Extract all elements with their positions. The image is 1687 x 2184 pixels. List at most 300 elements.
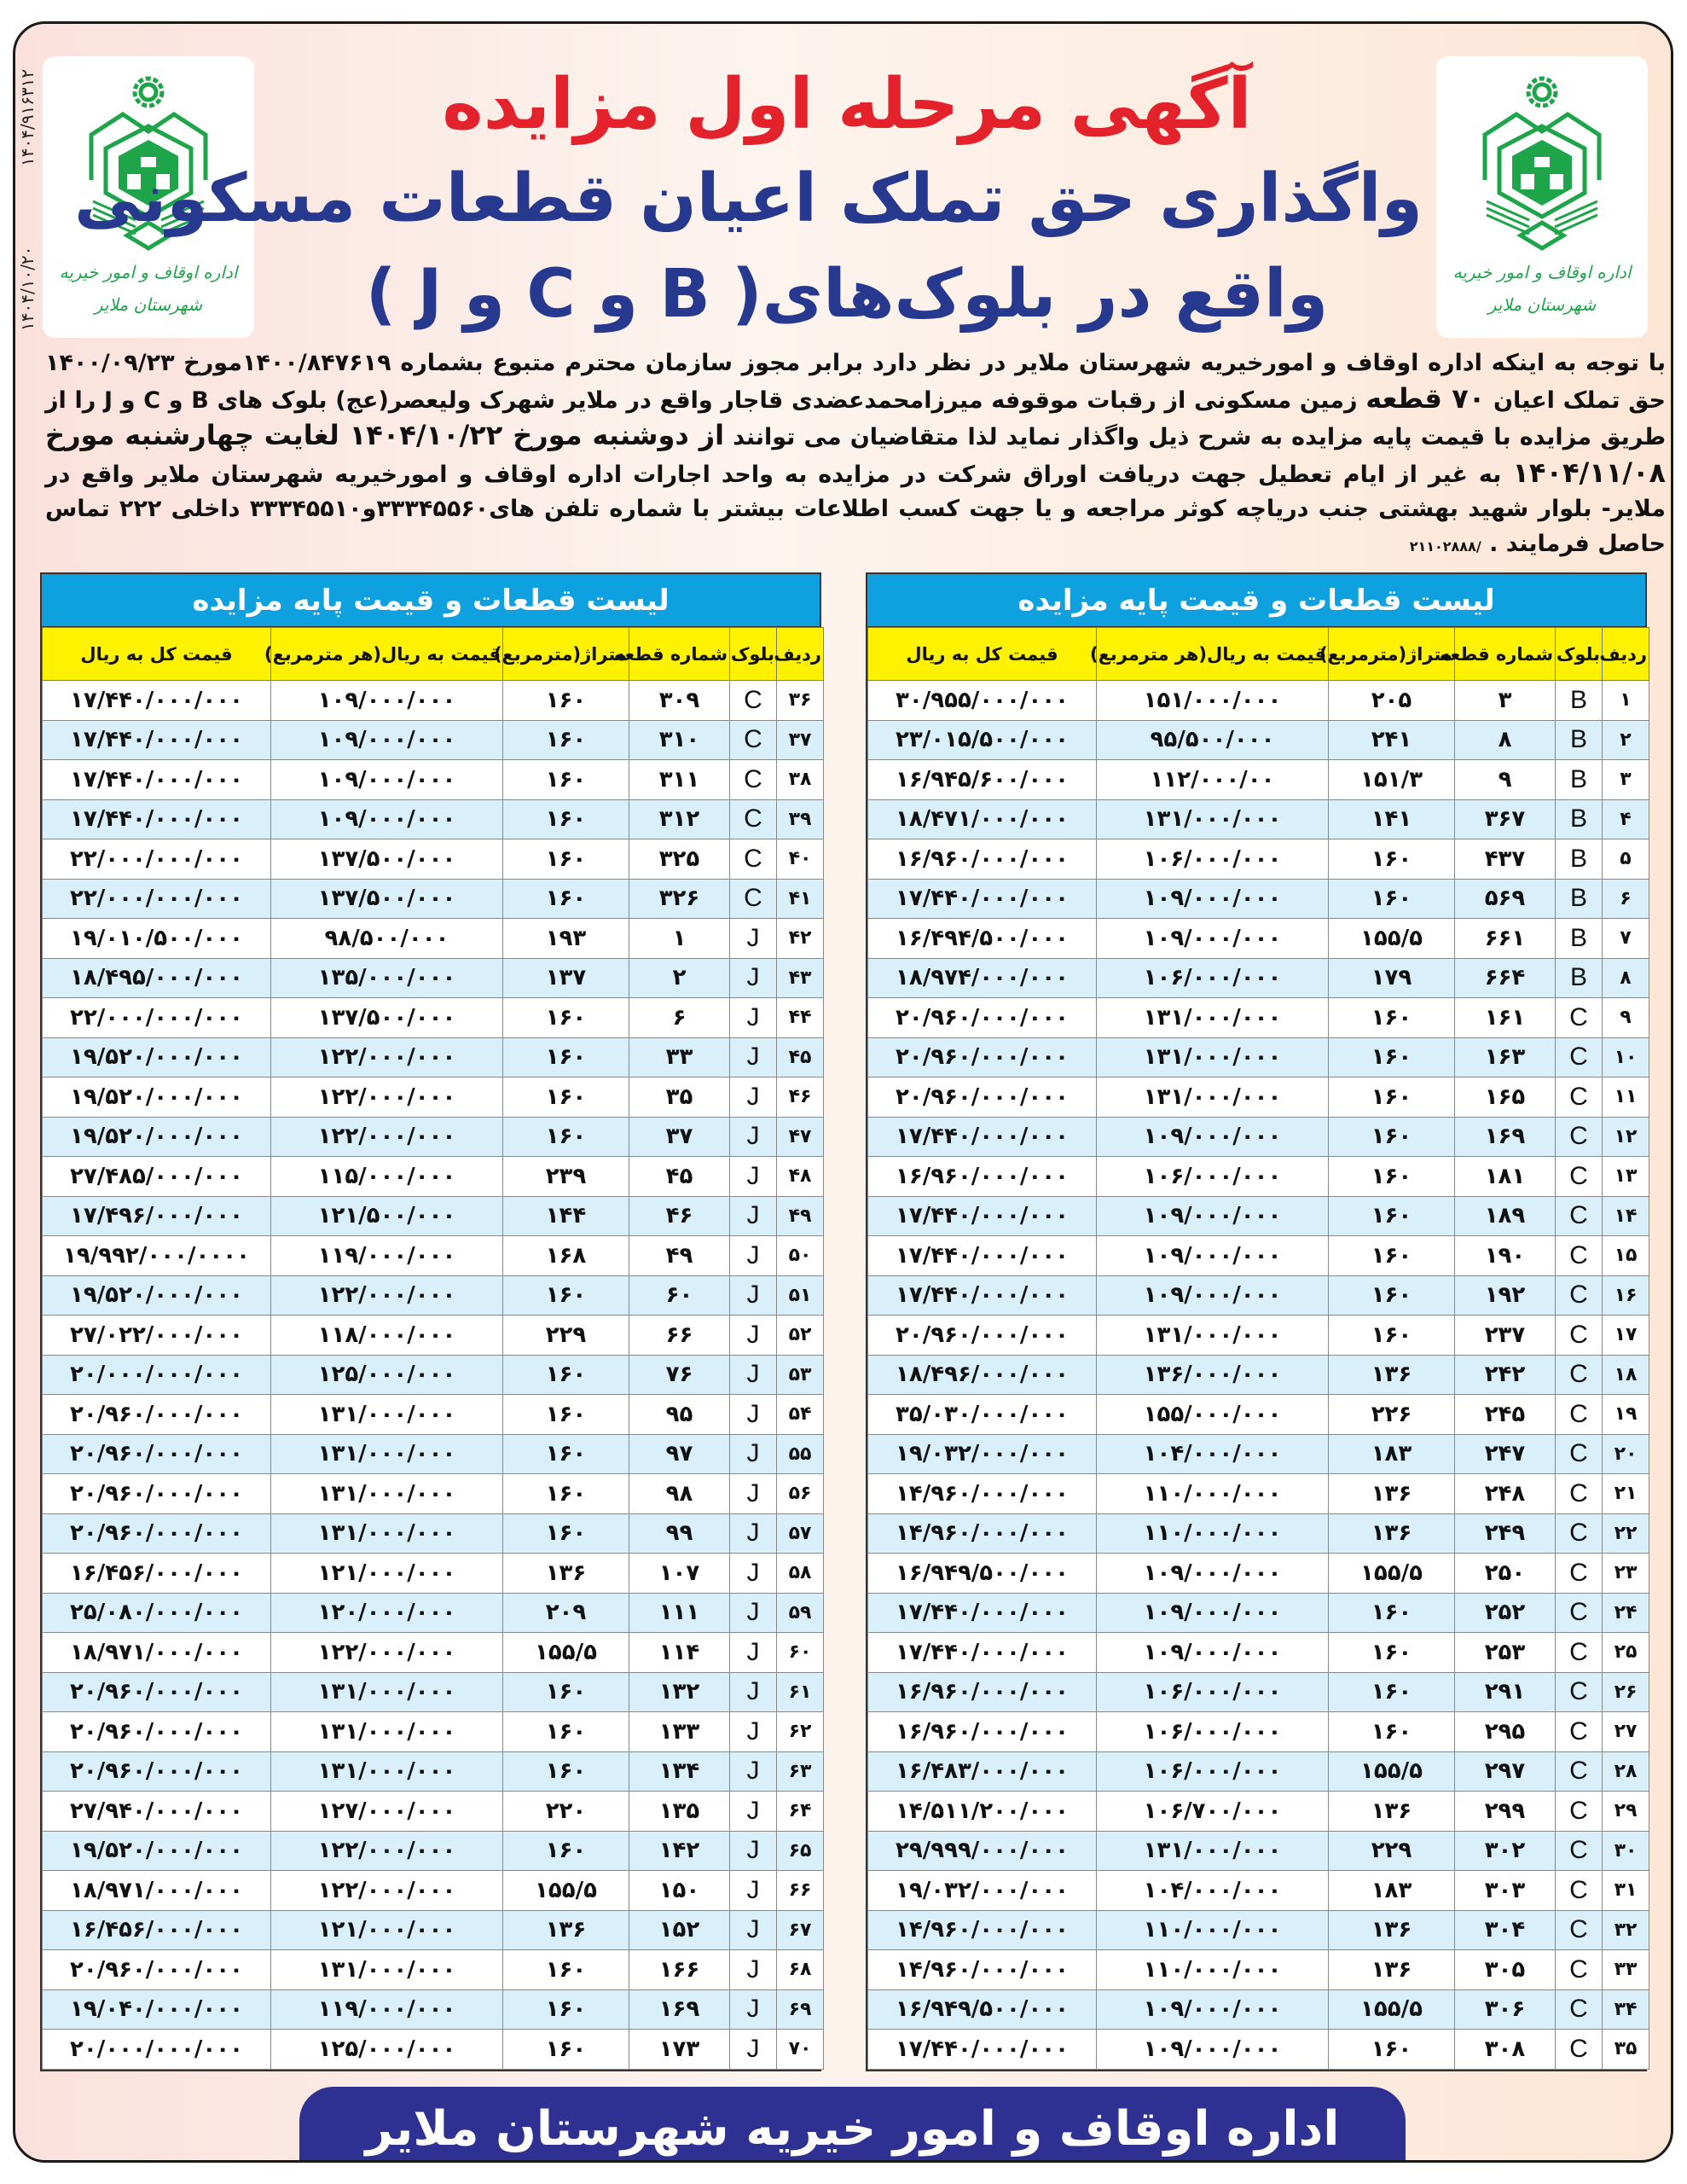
cell-area: ۱۴۴ bbox=[503, 1196, 629, 1236]
cell-area: ۱۶۰ bbox=[503, 1355, 629, 1395]
cell-block: C bbox=[1556, 2030, 1603, 2070]
cell-row-number: ۵۸ bbox=[777, 1554, 824, 1594]
cell-block: B bbox=[1556, 799, 1603, 839]
cell-row-number: ۱۸ bbox=[1603, 1355, 1649, 1395]
table-row bbox=[43, 1157, 824, 1197]
cell-price-per-sqm: ۱۳۱/۰۰۰/۰۰۰ bbox=[271, 1950, 503, 1990]
cell-row-number: ۱۲ bbox=[1603, 1117, 1649, 1157]
cell-area: ۱۶۰ bbox=[1329, 1117, 1455, 1157]
cell-total-price: ۲۲/۰۰۰/۰۰۰/۰۰۰ bbox=[43, 879, 271, 919]
cell-price-per-sqm: ۱۳۱/۰۰۰/۰۰۰ bbox=[271, 1395, 503, 1435]
cell-row-number: ۳۹ bbox=[777, 799, 824, 839]
cell-area: ۱۶۰ bbox=[1329, 1672, 1455, 1712]
cell-area: ۱۳۶ bbox=[1329, 1513, 1455, 1554]
cell-row-number: ۵۴ bbox=[777, 1395, 824, 1435]
cell-total-price: ۲۷/۹۴۰/۰۰۰/۰۰۰ bbox=[43, 1792, 271, 1832]
cell-total-price: ۱۷/۴۴۰/۰۰۰/۰۰۰ bbox=[868, 1196, 1097, 1236]
table-row bbox=[868, 1037, 1649, 1077]
cell-total-price: ۲۹/۹۹۹/۰۰۰/۰۰۰ bbox=[868, 1831, 1097, 1871]
cell-lot-number: ۳۱۱ bbox=[629, 760, 730, 800]
table-row bbox=[43, 998, 824, 1038]
cell-block: J bbox=[730, 1196, 777, 1236]
cell-total-price: ۱۹/۵۲۰/۰۰۰/۰۰۰ bbox=[43, 1275, 271, 1316]
cell-area: ۱۶۰ bbox=[1329, 1037, 1455, 1077]
table-title: لیست قطعات و قیمت پایه مزایده bbox=[867, 574, 1645, 627]
cell-lot-number: ۲۴۵ bbox=[1455, 1395, 1556, 1435]
logo-caption-line2: شهرستان ملایر bbox=[94, 294, 203, 315]
table-row bbox=[43, 2030, 824, 2070]
table-body bbox=[43, 681, 824, 2070]
cell-lot-number: ۱۳۲ bbox=[629, 1672, 730, 1712]
cell-area: ۱۳۶ bbox=[1329, 1474, 1455, 1514]
table-row bbox=[43, 1672, 824, 1712]
cell-total-price: ۲۰/۹۶۰/۰۰۰/۰۰۰ bbox=[43, 1672, 271, 1712]
col-price-per-sqm: قیمت به ریال(هر مترمربع) bbox=[271, 628, 503, 681]
cell-block: C bbox=[1556, 1395, 1603, 1435]
date-range: از دوشنبه مورخ ۱۴۰۴/۱۰/۲۲ لغایت چهارشنبه مورخ ۱۴۰۴/۱۱/۰۸ bbox=[45, 419, 1667, 489]
lots-table-left bbox=[40, 572, 821, 2071]
table-row bbox=[43, 879, 824, 919]
ad-code: /۲۱۱۰۲۸۸۸ bbox=[1409, 537, 1481, 555]
cell-area: ۱۳۶ bbox=[503, 1554, 629, 1594]
cell-block: C bbox=[1556, 1554, 1603, 1594]
cell-area: ۱۶۰ bbox=[503, 1275, 629, 1316]
cell-price-per-sqm: ۱۰۶/۰۰۰/۰۰۰ bbox=[1097, 1672, 1329, 1712]
cell-area: ۱۶۰ bbox=[1329, 1316, 1455, 1356]
cell-row-number: ۲۴ bbox=[1603, 1593, 1649, 1633]
cell-lot-number: ۶۰ bbox=[629, 1275, 730, 1316]
cell-block: C bbox=[1556, 1474, 1603, 1514]
cell-area: ۱۶۰ bbox=[503, 1117, 629, 1157]
cell-total-price: ۲۰/۹۶۰/۰۰۰/۰۰۰ bbox=[43, 1751, 271, 1792]
cell-lot-number: ۱۶۹ bbox=[629, 1989, 730, 2030]
col-row-number: ردیف bbox=[777, 628, 824, 681]
table-row bbox=[43, 1434, 824, 1474]
cell-block: B bbox=[1556, 879, 1603, 919]
cell-lot-number: ۱۸۱ bbox=[1455, 1157, 1556, 1197]
cell-price-per-sqm: ۱۰۴/۰۰۰/۰۰۰ bbox=[1097, 1434, 1329, 1474]
cell-block: J bbox=[730, 919, 777, 959]
cell-lot-number: ۳ bbox=[1455, 681, 1556, 721]
cell-area: ۱۶۰ bbox=[1329, 1157, 1455, 1197]
cell-block: C bbox=[1556, 1792, 1603, 1832]
cell-row-number: ۵۹ bbox=[777, 1593, 824, 1633]
cell-lot-number: ۱۶۵ bbox=[1455, 1077, 1556, 1118]
table-row bbox=[868, 1077, 1649, 1118]
cell-total-price: ۱۸/۴۷۱/۰۰۰/۰۰۰ bbox=[868, 799, 1097, 839]
cell-total-price: ۱۷/۴۴۰/۰۰۰/۰۰۰ bbox=[868, 1117, 1097, 1157]
cell-lot-number: ۱۸۹ bbox=[1455, 1196, 1556, 1236]
cell-price-per-sqm: ۱۲۲/۰۰۰/۰۰۰ bbox=[271, 1633, 503, 1673]
cell-area: ۱۶۰ bbox=[503, 1077, 629, 1118]
cell-lot-number: ۹۹ bbox=[629, 1513, 730, 1554]
cell-total-price: ۲۰/۹۶۰/۰۰۰/۰۰۰ bbox=[43, 1712, 271, 1752]
cell-row-number: ۶۵ bbox=[777, 1831, 824, 1871]
cell-block: C bbox=[1556, 1157, 1603, 1197]
cell-total-price: ۱۴/۹۶۰/۰۰۰/۰۰۰ bbox=[868, 1513, 1097, 1554]
cell-total-price: ۲۰/۹۶۰/۰۰۰/۰۰۰ bbox=[43, 1950, 271, 1990]
table-title: لیست قطعات و قیمت پایه مزایده bbox=[42, 574, 820, 627]
cell-lot-number: ۳۰۵ bbox=[1455, 1950, 1556, 1990]
cell-lot-number: ۹۷ bbox=[629, 1434, 730, 1474]
cell-lot-number: ۳۳ bbox=[629, 1037, 730, 1077]
table-row bbox=[868, 919, 1649, 959]
cell-total-price: ۱۹/۰۳۲/۰۰۰/۰۰۰ bbox=[868, 1434, 1097, 1474]
cell-total-price: ۲۰/۹۶۰/۰۰۰/۰۰۰ bbox=[43, 1395, 271, 1435]
cell-price-per-sqm: ۱۲۱/۰۰۰/۰۰۰ bbox=[271, 1910, 503, 1950]
cell-total-price: ۱۹/۵۲۰/۰۰۰/۰۰۰ bbox=[43, 1037, 271, 1077]
cell-row-number: ۳۷ bbox=[777, 720, 824, 760]
cell-lot-number: ۱۵۰ bbox=[629, 1871, 730, 1911]
cell-price-per-sqm: ۱۰۹/۰۰۰/۰۰۰ bbox=[1097, 1117, 1329, 1157]
notice-title: آگهی مرحله اول مزایده bbox=[442, 64, 1252, 145]
cell-area: ۲۰۵ bbox=[1329, 681, 1455, 721]
cell-price-per-sqm: ۱۳۱/۰۰۰/۰۰۰ bbox=[271, 1513, 503, 1554]
cell-lot-number: ۳۰۹ bbox=[629, 681, 730, 721]
cell-total-price: ۱۶/۹۴۹/۵۰۰/۰۰۰ bbox=[868, 1554, 1097, 1594]
cell-block: C bbox=[1556, 1513, 1603, 1554]
cell-price-per-sqm: ۱۲۵/۰۰۰/۰۰۰ bbox=[271, 1355, 503, 1395]
cell-area: ۱۵۵/۵ bbox=[1329, 1751, 1455, 1792]
cell-area: ۱۶۰ bbox=[503, 1395, 629, 1435]
cell-price-per-sqm: ۱۲۲/۰۰۰/۰۰۰ bbox=[271, 1117, 503, 1157]
cell-block: J bbox=[730, 1989, 777, 2030]
cell-price-per-sqm: ۱۳۱/۰۰۰/۰۰۰ bbox=[271, 1712, 503, 1752]
awqaf-emblem-icon bbox=[1470, 73, 1615, 253]
cell-area: ۱۶۰ bbox=[1329, 1275, 1455, 1316]
cell-area: ۱۶۰ bbox=[503, 1751, 629, 1792]
cell-price-per-sqm: ۱۰۶/۷۰۰/۰۰۰ bbox=[1097, 1792, 1329, 1832]
cell-area: ۱۳۶ bbox=[1329, 1950, 1455, 1990]
table-row bbox=[868, 1275, 1649, 1316]
cell-total-price: ۲۷/۰۲۲/۰۰۰/۰۰۰ bbox=[43, 1316, 271, 1356]
cell-block: J bbox=[730, 1910, 777, 1950]
cell-total-price: ۱۷/۴۴۰/۰۰۰/۰۰۰ bbox=[868, 2030, 1097, 2070]
cell-row-number: ۲۳ bbox=[1603, 1554, 1649, 1594]
table-row bbox=[43, 681, 824, 721]
cell-area: ۱۶۰ bbox=[503, 1989, 629, 2030]
cell-row-number: ۵۰ bbox=[777, 1236, 824, 1276]
cell-block: J bbox=[730, 1950, 777, 1990]
table-row bbox=[868, 1355, 1649, 1395]
cell-total-price: ۱۷/۴۴۰/۰۰۰/۰۰۰ bbox=[43, 799, 271, 839]
cell-block: J bbox=[730, 1275, 777, 1316]
cell-total-price: ۱۴/۹۶۰/۰۰۰/۰۰۰ bbox=[868, 1910, 1097, 1950]
cell-price-per-sqm: ۱۲۱/۰۰۰/۰۰۰ bbox=[271, 1554, 503, 1594]
table-row bbox=[43, 1633, 824, 1673]
cell-price-per-sqm: ۱۳۱/۰۰۰/۰۰۰ bbox=[1097, 1316, 1329, 1356]
cell-price-per-sqm: ۱۳۱/۰۰۰/۰۰۰ bbox=[271, 1672, 503, 1712]
cell-row-number: ۳۵ bbox=[1603, 2030, 1649, 2070]
cell-price-per-sqm: ۱۳۱/۰۰۰/۰۰۰ bbox=[271, 1434, 503, 1474]
cell-row-number: ۳۸ bbox=[777, 760, 824, 800]
cell-price-per-sqm: ۱۱۰/۰۰۰/۰۰۰ bbox=[1097, 1513, 1329, 1554]
cell-total-price: ۲۳/۰۱۵/۵۰۰/۰۰۰ bbox=[868, 720, 1097, 760]
cell-price-per-sqm: ۱۲۲/۰۰۰/۰۰۰ bbox=[271, 1037, 503, 1077]
cell-price-per-sqm: ۱۰۶/۰۰۰/۰۰۰ bbox=[1097, 1157, 1329, 1197]
cell-price-per-sqm: ۱۳۵/۰۰۰/۰۰۰ bbox=[271, 958, 503, 998]
cell-lot-number: ۹ bbox=[1455, 760, 1556, 800]
cell-row-number: ۶ bbox=[1603, 879, 1649, 919]
cell-price-per-sqm: ۱۳۶/۰۰۰/۰۰۰ bbox=[1097, 1355, 1329, 1395]
cell-area: ۱۳۷ bbox=[503, 958, 629, 998]
cell-row-number: ۱ bbox=[1603, 681, 1649, 721]
cell-block: J bbox=[730, 1395, 777, 1435]
cell-block: J bbox=[730, 1593, 777, 1633]
cell-price-per-sqm: ۱۳۱/۰۰۰/۰۰۰ bbox=[1097, 998, 1329, 1038]
table-row bbox=[868, 1672, 1649, 1712]
lot-count: ۷۰ قطعه bbox=[1365, 381, 1486, 415]
cell-row-number: ۵۲ bbox=[777, 1316, 824, 1356]
table-row bbox=[43, 839, 824, 880]
table-row bbox=[43, 799, 824, 839]
cell-row-number: ۵۵ bbox=[777, 1434, 824, 1474]
lots-table bbox=[867, 627, 1649, 2070]
cell-lot-number: ۴۶ bbox=[629, 1196, 730, 1236]
cell-row-number: ۱۱ bbox=[1603, 1077, 1649, 1118]
cell-price-per-sqm: ۱۳۱/۰۰۰/۰۰۰ bbox=[271, 1751, 503, 1792]
cell-area: ۱۶۰ bbox=[503, 760, 629, 800]
cell-total-price: ۱۹/۵۲۰/۰۰۰/۰۰۰ bbox=[43, 1831, 271, 1871]
cell-total-price: ۱۶/۴۵۶/۰۰۰/۰۰۰ bbox=[43, 1910, 271, 1950]
table-row bbox=[868, 1196, 1649, 1236]
cell-block: B bbox=[1556, 958, 1603, 998]
cell-price-per-sqm: ۱۱۲/۰۰۰/۰۰ bbox=[1097, 760, 1329, 800]
table-row bbox=[868, 1871, 1649, 1911]
cell-total-price: ۱۷/۴۴۰/۰۰۰/۰۰۰ bbox=[868, 879, 1097, 919]
cell-price-per-sqm: ۱۳۱/۰۰۰/۰۰۰ bbox=[1097, 1831, 1329, 1871]
table-row bbox=[868, 958, 1649, 998]
cell-price-per-sqm: ۱۰۹/۰۰۰/۰۰۰ bbox=[1097, 1593, 1329, 1633]
cell-row-number: ۶۸ bbox=[777, 1950, 824, 1990]
cell-block: J bbox=[730, 1633, 777, 1673]
cell-row-number: ۱۹ bbox=[1603, 1395, 1649, 1435]
col-total-price: قیمت کل به ریال bbox=[43, 628, 271, 681]
cell-lot-number: ۱۱۱ bbox=[629, 1593, 730, 1633]
cell-area: ۱۶۰ bbox=[503, 879, 629, 919]
cell-lot-number: ۶۶۱ bbox=[1455, 919, 1556, 959]
cell-area: ۱۶۰ bbox=[1329, 1236, 1455, 1276]
col-row-number: ردیف bbox=[1603, 628, 1649, 681]
cell-block: C bbox=[1556, 1950, 1603, 1990]
cell-price-per-sqm: ۱۱۸/۰۰۰/۰۰۰ bbox=[271, 1316, 503, 1356]
table-row bbox=[868, 1117, 1649, 1157]
table-row bbox=[43, 1910, 824, 1950]
col-lot-number: شماره قطعه bbox=[1455, 628, 1556, 681]
cell-row-number: ۴۷ bbox=[777, 1117, 824, 1157]
cell-total-price: ۱۷/۴۴۰/۰۰۰/۰۰۰ bbox=[43, 760, 271, 800]
table-row bbox=[868, 1910, 1649, 1950]
table-row bbox=[43, 1316, 824, 1356]
cell-total-price: ۱۶/۹۶۰/۰۰۰/۰۰۰ bbox=[868, 1157, 1097, 1197]
table-row bbox=[43, 1196, 824, 1236]
cell-row-number: ۴۸ bbox=[777, 1157, 824, 1197]
cell-total-price: ۱۸/۴۹۵/۰۰۰/۰۰۰ bbox=[43, 958, 271, 998]
cell-area: ۲۴۱ bbox=[1329, 720, 1455, 760]
cell-area: ۱۶۸ bbox=[503, 1236, 629, 1276]
cell-lot-number: ۱۹۰ bbox=[1455, 1236, 1556, 1276]
cell-total-price: ۱۷/۴۴۰/۰۰۰/۰۰۰ bbox=[868, 1633, 1097, 1673]
cell-price-per-sqm: ۹۵/۵۰۰/۰۰۰ bbox=[1097, 720, 1329, 760]
cell-area: ۱۶۰ bbox=[503, 1513, 629, 1554]
cell-total-price: ۲۰/۹۶۰/۰۰۰/۰۰۰ bbox=[43, 1434, 271, 1474]
cell-block: J bbox=[730, 1474, 777, 1514]
cell-lot-number: ۲۵۲ bbox=[1455, 1593, 1556, 1633]
cell-lot-number: ۱۳۵ bbox=[629, 1792, 730, 1832]
table-row bbox=[868, 720, 1649, 760]
col-area: متراژ(مترمربع) bbox=[503, 628, 629, 681]
cell-block: J bbox=[730, 1871, 777, 1911]
cell-total-price: ۳۵/۰۳۰/۰۰۰/۰۰۰ bbox=[868, 1395, 1097, 1435]
cell-row-number: ۶۹ bbox=[777, 1989, 824, 2030]
cell-area: ۱۳۶ bbox=[503, 1910, 629, 1950]
table-row bbox=[868, 1950, 1649, 1990]
cell-lot-number: ۳۶۷ bbox=[1455, 799, 1556, 839]
cell-area: ۱۶۰ bbox=[503, 998, 629, 1038]
cell-price-per-sqm: ۱۲۲/۰۰۰/۰۰۰ bbox=[271, 1831, 503, 1871]
table-row bbox=[868, 1712, 1649, 1752]
col-total-price: قیمت کل به ریال bbox=[868, 628, 1097, 681]
cell-total-price: ۱۷/۴۴۰/۰۰۰/۰۰۰ bbox=[43, 681, 271, 721]
cell-lot-number: ۱۵۲ bbox=[629, 1910, 730, 1950]
cell-area: ۲۰۹ bbox=[503, 1593, 629, 1633]
cell-price-per-sqm: ۱۰۶/۰۰۰/۰۰۰ bbox=[1097, 958, 1329, 998]
cell-total-price: ۱۶/۴۹۴/۵۰۰/۰۰۰ bbox=[868, 919, 1097, 959]
table-row bbox=[868, 1593, 1649, 1633]
cell-total-price: ۱۹/۹۹۲/۰۰۰/۰۰۰۰ bbox=[43, 1236, 271, 1276]
cell-price-per-sqm: ۱۱۹/۰۰۰/۰۰۰ bbox=[271, 1236, 503, 1276]
publish-date: ۱۴۰۴/۱۰/۲۰ bbox=[17, 246, 38, 331]
cell-block: J bbox=[730, 1236, 777, 1276]
cell-lot-number: ۳۰۸ bbox=[1455, 2030, 1556, 2070]
cell-row-number: ۲۰ bbox=[1603, 1434, 1649, 1474]
table-row bbox=[43, 1513, 824, 1554]
cell-row-number: ۲۵ bbox=[1603, 1633, 1649, 1673]
cell-price-per-sqm: ۱۵۱/۰۰۰/۰۰۰ bbox=[1097, 681, 1329, 721]
cell-row-number: ۱۰ bbox=[1603, 1037, 1649, 1077]
cell-total-price: ۲۰/۹۶۰/۰۰۰/۰۰۰ bbox=[868, 1077, 1097, 1118]
cell-price-per-sqm: ۱۲۵/۰۰۰/۰۰۰ bbox=[271, 2030, 503, 2070]
cell-block: C bbox=[730, 760, 777, 800]
cell-lot-number: ۵۶۹ bbox=[1455, 879, 1556, 919]
cell-block: C bbox=[730, 879, 777, 919]
cell-lot-number: ۱۶۶ bbox=[629, 1950, 730, 1990]
table-row bbox=[868, 681, 1649, 721]
cell-row-number: ۳۱ bbox=[1603, 1871, 1649, 1911]
cell-area: ۱۵۵/۵ bbox=[1329, 1989, 1455, 2030]
cell-row-number: ۴۴ bbox=[777, 998, 824, 1038]
cell-price-per-sqm: ۱۰۹/۰۰۰/۰۰۰ bbox=[1097, 919, 1329, 959]
cell-block: C bbox=[1556, 1633, 1603, 1673]
cell-lot-number: ۲۵۰ bbox=[1455, 1554, 1556, 1594]
cell-price-per-sqm: ۱۵۵/۰۰۰/۰۰۰ bbox=[1097, 1395, 1329, 1435]
cell-block: J bbox=[730, 1316, 777, 1356]
cell-area: ۱۶۰ bbox=[1329, 839, 1455, 880]
cell-price-per-sqm: ۱۰۹/۰۰۰/۰۰۰ bbox=[271, 799, 503, 839]
cell-block: C bbox=[1556, 1831, 1603, 1871]
cell-total-price: ۱۹/۵۲۰/۰۰۰/۰۰۰ bbox=[43, 1117, 271, 1157]
table-row bbox=[43, 1989, 824, 2030]
cell-total-price: ۲۰/۹۶۰/۰۰۰/۰۰۰ bbox=[43, 1513, 271, 1554]
cell-block: C bbox=[730, 681, 777, 721]
cell-row-number: ۳۳ bbox=[1603, 1950, 1649, 1990]
cell-total-price: ۲۲/۰۰۰/۰۰۰/۰۰۰ bbox=[43, 839, 271, 880]
cell-lot-number: ۲۹۵ bbox=[1455, 1712, 1556, 1752]
cell-total-price: ۱۶/۹۴۵/۶۰۰/۰۰۰ bbox=[868, 760, 1097, 800]
body-text-3: به غیر از ایام تعطیل جهت دریافت اوراق شرکت در مزایده به واحد اجارات اداره اوقاف و امورخیریه شهرستان ملایر واقع در ملایر- بلوار شهید بهشتی جنب دریاچه کوثر مراجعه و یا جهت کسب اطلاعات بیشتر با شماره تلفن های۳۳۳۴۵۵۶۰و۳۳۳۴۵۵۱۰ داخلی ۲۲۲ تماس حاصل فرمایند . bbox=[45, 461, 1666, 557]
cell-lot-number: ۱۳۳ bbox=[629, 1712, 730, 1752]
cell-area: ۱۶۰ bbox=[1329, 998, 1455, 1038]
cell-row-number: ۳۴ bbox=[1603, 1989, 1649, 2030]
cell-price-per-sqm: ۱۰۹/۰۰۰/۰۰۰ bbox=[1097, 1275, 1329, 1316]
cell-price-per-sqm: ۱۰۶/۰۰۰/۰۰۰ bbox=[1097, 1712, 1329, 1752]
cell-area: ۲۲۹ bbox=[503, 1316, 629, 1356]
lots-table bbox=[42, 627, 824, 2070]
table-row bbox=[43, 1355, 824, 1395]
cell-area: ۱۵۵/۵ bbox=[503, 1871, 629, 1911]
cell-total-price: ۲۰/۰۰۰/۰۰۰/۰۰۰ bbox=[43, 2030, 271, 2070]
cell-block: C bbox=[1556, 1077, 1603, 1118]
cell-block: J bbox=[730, 1751, 777, 1792]
cell-lot-number: ۳۲۵ bbox=[629, 839, 730, 880]
cell-block: C bbox=[1556, 1751, 1603, 1792]
table-row bbox=[43, 760, 824, 800]
cell-lot-number: ۲۹۹ bbox=[1455, 1792, 1556, 1832]
cell-lot-number: ۲۹۱ bbox=[1455, 1672, 1556, 1712]
cell-block: C bbox=[1556, 1037, 1603, 1077]
cell-area: ۲۲۰ bbox=[503, 1792, 629, 1832]
cell-block: C bbox=[1556, 1275, 1603, 1316]
cell-block: C bbox=[1556, 1593, 1603, 1633]
cell-total-price: ۱۶/۹۶۰/۰۰۰/۰۰۰ bbox=[868, 839, 1097, 880]
col-area: متراژ(مترمربع) bbox=[1329, 628, 1455, 681]
cell-price-per-sqm: ۱۰۹/۰۰۰/۰۰۰ bbox=[271, 681, 503, 721]
table-row bbox=[868, 1831, 1649, 1871]
cell-total-price: ۱۷/۴۹۶/۰۰۰/۰۰۰ bbox=[43, 1196, 271, 1236]
cell-area: ۱۶۰ bbox=[503, 1474, 629, 1514]
cell-lot-number: ۱۱۴ bbox=[629, 1633, 730, 1673]
table-row bbox=[868, 1395, 1649, 1435]
cell-area: ۱۶۰ bbox=[503, 1434, 629, 1474]
cell-total-price: ۳۰/۹۵۵/۰۰۰/۰۰۰ bbox=[868, 681, 1097, 721]
cell-price-per-sqm: ۱۰۹/۰۰۰/۰۰۰ bbox=[1097, 1633, 1329, 1673]
cell-area: ۱۶۰ bbox=[1329, 1633, 1455, 1673]
cell-total-price: ۲۰/۹۶۰/۰۰۰/۰۰۰ bbox=[868, 1316, 1097, 1356]
cell-lot-number: ۲۹۷ bbox=[1455, 1751, 1556, 1792]
cell-total-price: ۱۷/۴۴۰/۰۰۰/۰۰۰ bbox=[868, 1593, 1097, 1633]
cell-block: C bbox=[1556, 1871, 1603, 1911]
cell-row-number: ۲۲ bbox=[1603, 1513, 1649, 1554]
cell-lot-number: ۹۸ bbox=[629, 1474, 730, 1514]
cell-price-per-sqm: ۱۳۷/۵۰۰/۰۰۰ bbox=[271, 998, 503, 1038]
cell-row-number: ۴۱ bbox=[777, 879, 824, 919]
cell-lot-number: ۴۳۷ bbox=[1455, 839, 1556, 880]
cell-lot-number: ۶ bbox=[629, 998, 730, 1038]
table-row bbox=[868, 799, 1649, 839]
cell-row-number: ۴۰ bbox=[777, 839, 824, 880]
cell-price-per-sqm: ۱۲۲/۰۰۰/۰۰۰ bbox=[271, 1077, 503, 1118]
cell-row-number: ۱۴ bbox=[1603, 1196, 1649, 1236]
cell-area: ۱۵۱/۳ bbox=[1329, 760, 1455, 800]
cell-area: ۱۸۳ bbox=[1329, 1871, 1455, 1911]
table-row bbox=[43, 1712, 824, 1752]
cell-lot-number: ۲۳۷ bbox=[1455, 1316, 1556, 1356]
cell-block: C bbox=[730, 839, 777, 880]
cell-price-per-sqm: ۹۸/۵۰۰/۰۰۰ bbox=[271, 919, 503, 959]
cell-block: C bbox=[1556, 1117, 1603, 1157]
col-block: بلوک bbox=[1556, 628, 1603, 681]
cell-lot-number: ۱۴۲ bbox=[629, 1831, 730, 1871]
